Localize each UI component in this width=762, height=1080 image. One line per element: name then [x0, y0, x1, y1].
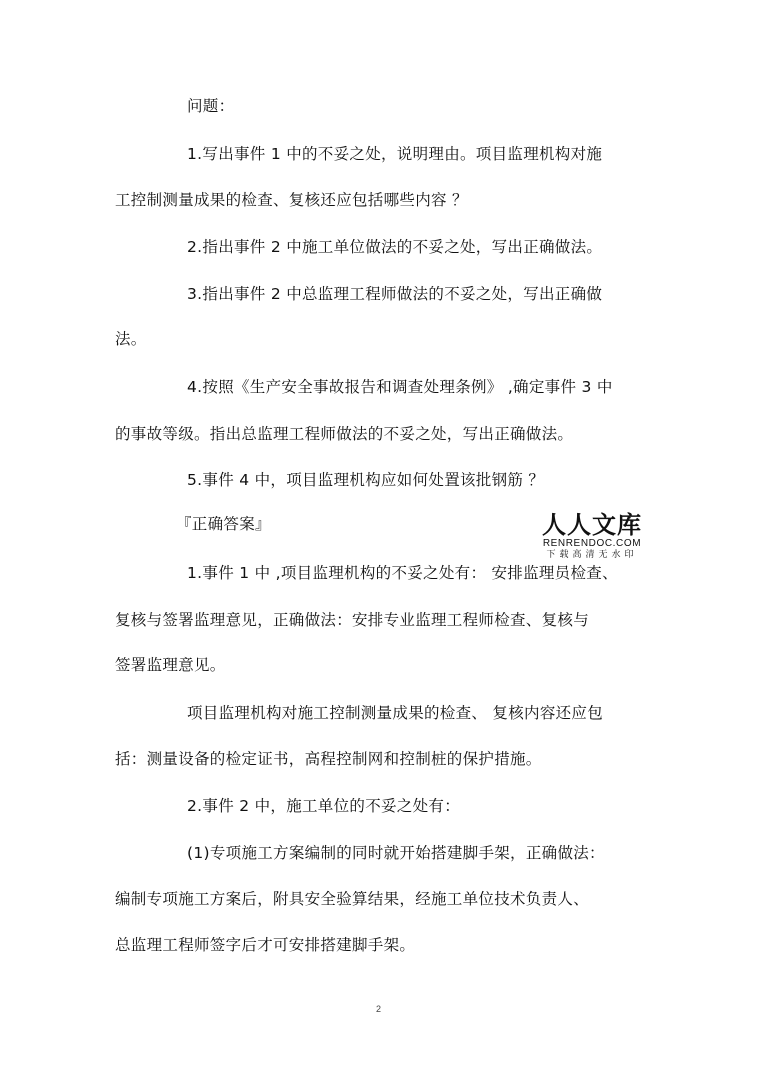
- question-2: 2.指出事件 2 中施工单位做法的不妥之处，写出正确做法。: [187, 238, 603, 256]
- question-3-line-1: 3.指出事件 2 中总监理工程师做法的不妥之处，写出正确做: [187, 285, 603, 303]
- question-4-line-2: 的事故等级。指出总监理工程师做法的不妥之处，写出正确做法。: [115, 425, 574, 443]
- question-1-line-2: 工控制测量成果的检查、复核还应包括哪些内容 ？: [115, 191, 468, 209]
- question-1-line-1: 1.写出事件 1 中的不妥之处，说明理由。项目监理机构对施: [187, 145, 603, 163]
- question-5: 5.事件 4 中，项目监理机构应如何处置该批钢筋 ？: [187, 471, 545, 489]
- answer-1b-line-1: 项目监理机构对施工控制测量成果的检查、 复核内容还应包: [187, 704, 604, 722]
- question-4-line-1: 4.按照《生产安全事故报告和调查处理条例》 ,确定事件 3 中: [187, 378, 613, 396]
- answer-1b-line-2: 括：测量设备的检定证书，高程控制网和控制桩的保护措施。: [115, 750, 542, 768]
- answer-2-item-1-line-1: (1)专项施工方案编制的同时就开始搭建脚手架，正确做法：: [187, 844, 605, 862]
- answer-heading: 『正确答案』: [176, 515, 271, 533]
- answer-1-line-1: 1.事件 1 中 ,项目监理机构的不妥之处有： 安排监理员检查、: [187, 564, 618, 582]
- answer-2-item-1-line-3: 总监理工程师签字后才可安排搭建脚手架。: [115, 936, 416, 954]
- answer-1-line-2: 复核与签署监理意见，正确做法：安排专业监理工程师检查、复核与: [115, 611, 590, 629]
- renrendoc-watermark: [536, 512, 648, 561]
- questions-heading: 问题：: [187, 97, 235, 115]
- question-3-line-2: 法。: [115, 330, 147, 348]
- answer-1-line-3: 签署监理意见。: [115, 656, 226, 674]
- watermark-brand-en: RENRENDOC.COM: [542, 538, 642, 549]
- answer-2-item-1-line-2: 编制专项施工方案后，附具安全验算结果，经施工单位技术负责人、: [115, 890, 590, 908]
- watermark-tagline: 下载高清无水印: [546, 550, 638, 560]
- page-number: 2: [376, 1004, 382, 1014]
- answer-2-heading: 2.事件 2 中，施工单位的不妥之处有：: [187, 797, 461, 815]
- watermark-brand-cn: 人人文库: [542, 510, 642, 539]
